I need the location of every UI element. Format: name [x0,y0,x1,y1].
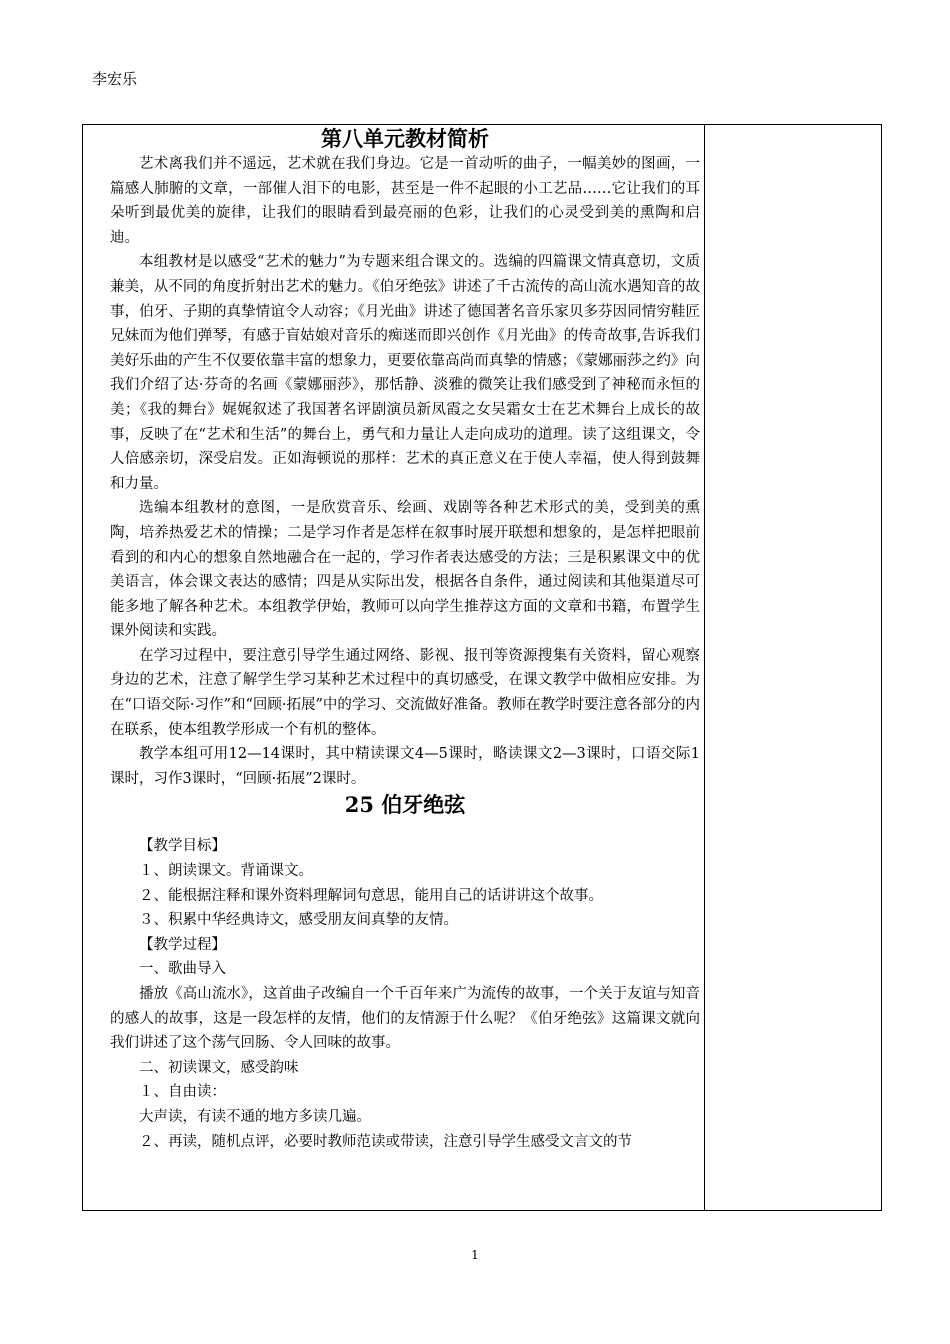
text-line: １、朗读课文。背诵课文。 [139,863,313,880]
text-line: 一、歌曲导入 [139,961,226,978]
text-line: ２、能根据注释和课外资料理解词句意思，能用自己的话讲讲这个故事。 [139,887,603,904]
paragraph: 播放《高山流水》，这首曲子改编自一个千百年来广为流传的故事，一个关于友谊与知音的感人的故事，这是一段怎样的友情，他们的友情源于什么呢？《伯牙绝弦》这篇课文就向我们讲述了这个荡气回肠、令人回味的故事。 [110,986,700,1052]
main-cell [110,125,700,1154]
paragraph: 选编本组教材的意图，一是欣赏音乐、绘画、戏剧等各种艺术形式的美，受到美的熏陶，培养热爱艺术的情操；二是学习作者是怎样在叙事时展开联想和想象的，是怎样把眼前看到的和内心的想象自然地融合在一起的，学习作者表达感受的方法；三是积累课文中的优美语言，体会课文表达的感情；四是从实际出发，根据各自条件，通过阅读和其他渠道尽可能多地了解各种艺术。本组教学伊始，教师可以向学生推荐这方面的文章和书籍，布置学生课外阅读和实践。 [110,500,700,640]
lesson-title: 25 伯牙绝弦 [344,792,466,818]
paragraph: 在学习过程中，要注意引导学生通过网络、影视、报刊等资源搜集有关资料，留心观察身边的艺术，注意了解学生学习某种艺术过程中的真切感受，在课文教学中做相应安排。为在“口语交际·习作”和“回顾·拓展”中的学习、交流做好准备。教师在教学时要注意各部分的内在联系，使本组教学形成一个有机的整体。 [110,647,700,738]
text-line: ３、积累中华经典诗文，感受朋友间真挚的友情。 [139,912,458,929]
text-line: 【教学目标】 [139,838,226,855]
author-name: 李宏乐 [92,70,138,88]
paragraph: 本组教材是以感受“艺术的魅力”为专题来组合课文的。选编的四篇课文情真意切，文质兼美，从不同的角度折射出艺术的魅力。《伯牙绝弦》讲述了千古流传的高山流水遇知音的故事，伯牙、子期的真挚情谊令人动容；《月光曲》讲述了德国著名音乐家贝多芬因同情穷鞋匠兄妹而为他们弹琴，有感于盲姑娘对音乐的痴迷而即兴创作《月光曲》的传奇故事,告诉我们美好乐曲的产生不仅要依靠丰富的想象力，更要依靠高尚而真挚的情感；《蒙娜丽莎之约》向我们介绍了达·芬奇的名画《蒙娜丽莎》，那恬静、淡雅的微笑让我们感受到了神秘而永恒的美；《我的舞台》娓娓叙述了我国著名评剧演员新凤霞之女吴霜女士在艺术舞台上成长的故事，反映了在“艺术和生活”的舞台上，勇气和力量让人走向成功的道理。读了这组课文，令人倍感亲切，深受启发。正如海顿说的那样：艺术的真正意义在于使人幸福，使人得到鼓舞和力量。 [110,254,700,492]
text-line: 【教学过程】 [139,936,226,953]
text-line: 二、初读课文，感受韵味 [139,1059,299,1076]
text-line: 大声读，有读不通的地方多读几遍。 [139,1108,371,1125]
paragraph: 艺术离我们并不遥远，艺术就在我们身边。它是一首动听的曲子，一幅美妙的图画，一篇感人肺腑的文章，一部催人泪下的电影，甚至是一件不起眼的小工艺品……它让我们的耳朵听到最优美的旋律，让我们的眼睛看到最亮丽的色彩，让我们的心灵受到美的熏陶和启迪。 [110,156,700,246]
unit-title: 第八单元教材简析 [321,126,489,151]
lesson-table [82,124,882,1211]
paragraph: 教学本组可用12—14课时，其中精读课文4—5课时，略读课文2—3课时，口语交际1课时，习作3课时，“回顾·拓展”2课时。 [110,746,700,787]
column-divider [704,125,705,1210]
page-number: 1 [471,1248,479,1262]
text-line: ２、再读，随机点评，必要时教师范读或带读，注意引导学生感受文言文的节 [139,1133,632,1150]
text-line: １、自由读： [139,1084,226,1101]
